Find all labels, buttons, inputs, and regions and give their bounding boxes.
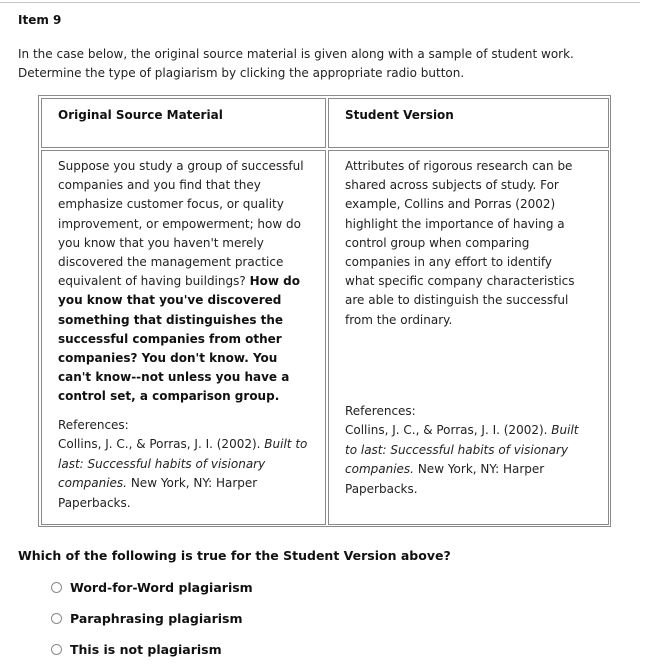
comparison-table <box>38 95 611 527</box>
instructions <box>18 45 638 83</box>
original-ref-title: Built to last: Successful habits of visionary companies. <box>58 437 308 491</box>
option-paraphrasing[interactable] <box>51 611 242 626</box>
radio-button[interactable] <box>51 644 62 655</box>
student-references <box>345 402 585 499</box>
instructions-line-1: In the case below, the original source material is given along with a sample of student work. <box>18 47 574 61</box>
question-text: Which of the following is true for the Student Version above? <box>18 548 451 563</box>
student-ref-publisher: New York, NY: Harper Paperbacks. <box>345 462 545 496</box>
radio-button[interactable] <box>51 613 62 624</box>
original-reference-entry <box>58 435 308 513</box>
student-version-cell <box>328 150 609 525</box>
option-label: Paraphrasing plagiarism <box>70 611 243 626</box>
original-header: Original Source Material <box>58 108 223 122</box>
student-header-cell <box>328 98 609 148</box>
original-header-cell <box>41 98 326 148</box>
original-ref-authors: Collins, J. C., & Porras, J. I. (2002). <box>58 437 261 452</box>
original-text-plain: Suppose you study a group of successful companies and you find that they emphasize customer focus, or quality improvement, or empowerment; how do you know that you haven't merely discovered the management practice equivalent of having buildings? <box>58 159 304 289</box>
original-references-label: References: <box>58 418 129 432</box>
option-word-for-word[interactable] <box>51 580 253 595</box>
option-label: Word-for-Word plagiarism <box>70 580 253 595</box>
original-source-cell <box>41 150 326 525</box>
student-ref-title: Built to last: Successful habits of visionary companies. <box>345 423 579 477</box>
student-reference-entry <box>345 421 585 499</box>
option-label: This is not plagiarism <box>70 642 222 657</box>
original-references <box>58 416 308 513</box>
item-title: Item 9 <box>18 13 62 27</box>
instructions-line-2: Determine the type of plagiarism by clicking the appropriate radio button. <box>18 66 465 80</box>
original-source-text <box>58 157 308 407</box>
student-header: Student Version <box>345 108 454 122</box>
option-not-plagiarism[interactable] <box>51 642 222 657</box>
student-version-text: Attributes of rigorous research can be shared across subjects of study. For example, Collins and Porras (2002) highlight the importance of having a control group when comparing companies in any effort to identify what specific company characteristics are able to distinguish the successful from the ordinary. <box>345 159 575 327</box>
student-ref-authors: Collins, J. C., & Porras, J. I. (2002). <box>345 423 548 438</box>
radio-button[interactable] <box>51 582 62 593</box>
original-text-bold: How do you know that you've discovered something that distinguishes the successful companies from other companies? You don't know. You can't know--not unless you have a control set, a comparison group. <box>58 274 300 404</box>
student-references-label: References: <box>345 404 416 418</box>
original-ref-publisher: New York, NY: Harper Paperbacks. <box>58 476 258 510</box>
top-divider <box>0 2 640 3</box>
